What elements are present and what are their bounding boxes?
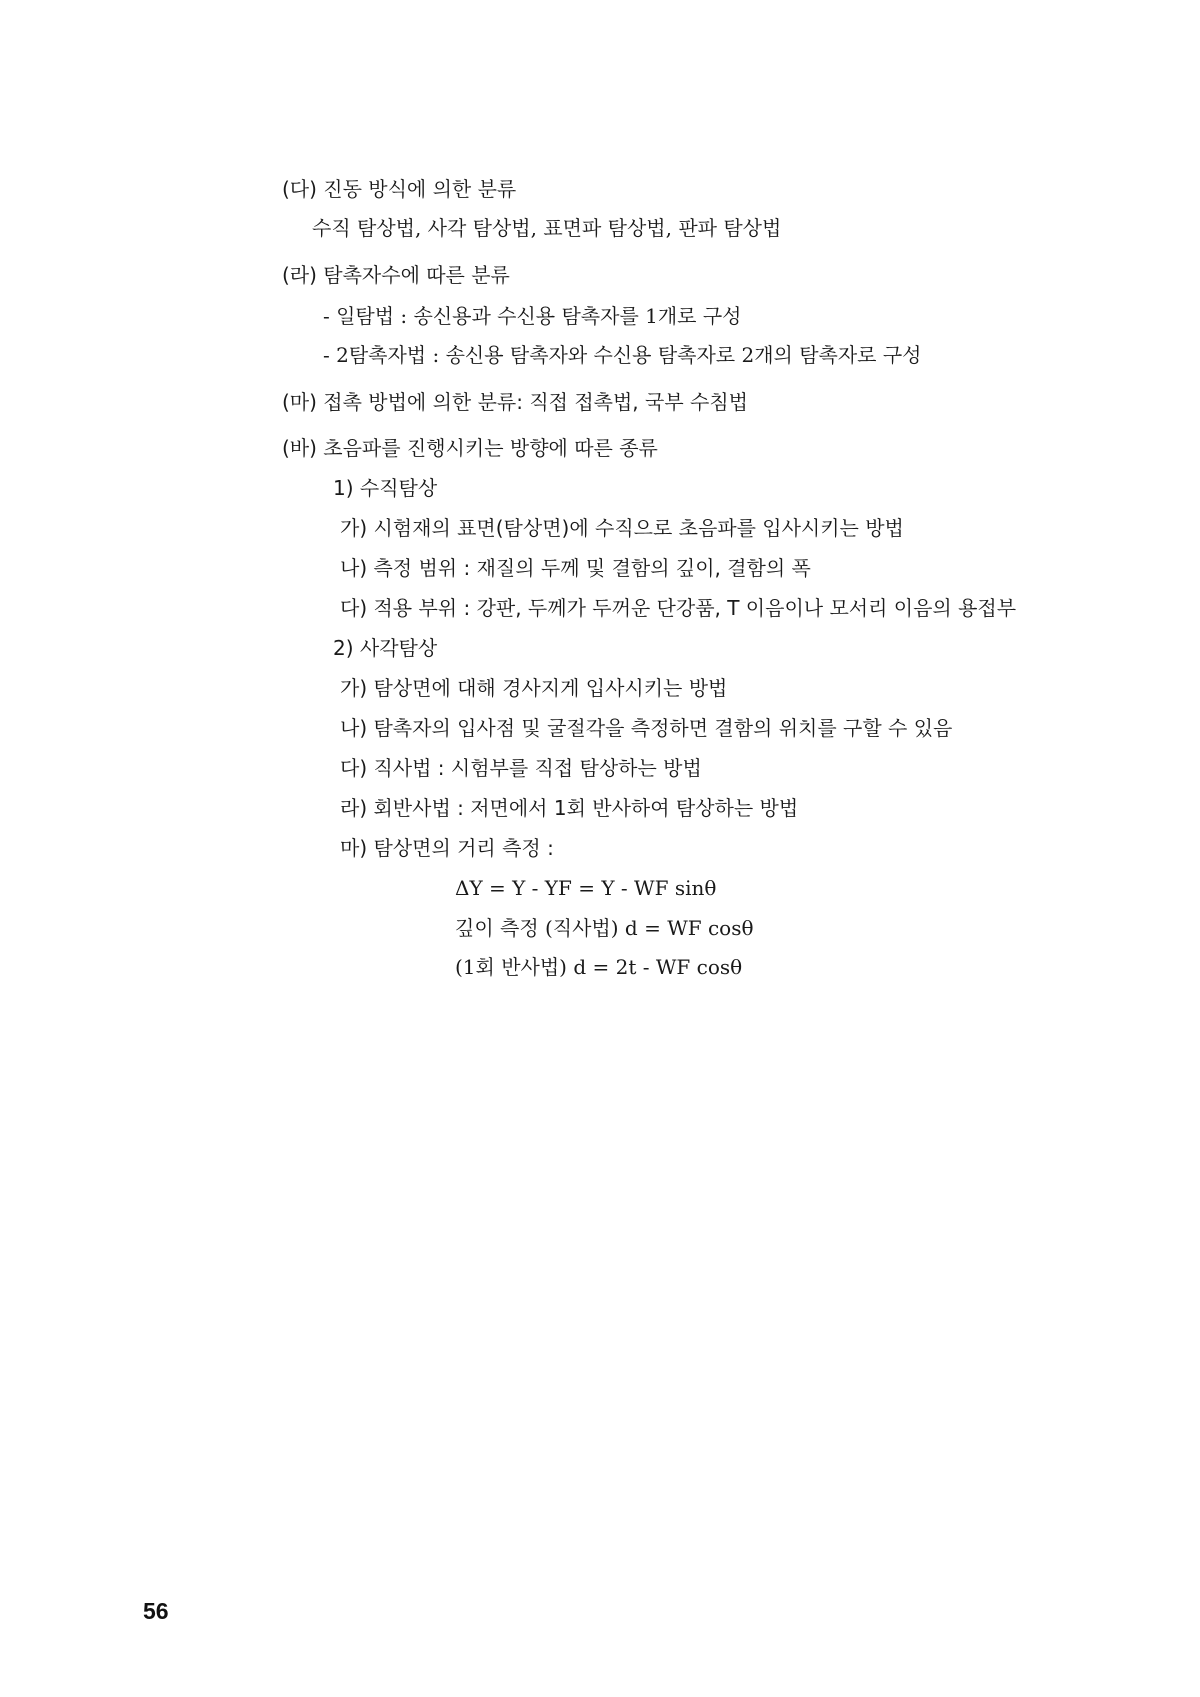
section-da-heading: (다) 진동 방식에 의한 분류 — [282, 177, 517, 201]
page-number: 56 — [143, 1598, 169, 1624]
section-ma-heading: (마) 접촉 방법에 의한 분류: 직접 접촉법, 국부 수침법 — [282, 390, 748, 414]
formula-depth-reflection: (1회 반사법) d = 2t - WF cosθ — [455, 955, 743, 979]
subsection-angle-heading: 2) 사각탐상 — [333, 636, 438, 660]
vertical-item-na: 나) 측정 범위 : 재질의 두께 및 결함의 깊이, 결함의 폭 — [340, 556, 811, 580]
angle-item-ga: 가) 탐상면에 대해 경사지게 입사시키는 방법 — [340, 676, 728, 700]
formula-delta-y: ΔY = Y - YF = Y - WF sinθ — [455, 876, 717, 900]
formula-depth-direct: 깊이 측정 (직사법) d = WF cosθ — [455, 916, 754, 940]
vertical-item-da: 다) 적용 부위 : 강판, 두께가 두꺼운 단강품, T 이음이나 모서리 이음의 용접부 — [340, 596, 1017, 620]
section-ra-heading: (라) 탐촉자수에 따른 분류 — [282, 263, 510, 287]
section-ra-item-2: - 2탐촉자법 : 송신용 탐촉자와 수신용 탐촉자로 2개의 탐촉자로 구성 — [323, 343, 922, 367]
angle-item-ra: 라) 회반사법 : 저면에서 1회 반사하여 탐상하는 방법 — [340, 796, 799, 820]
section-da-content: 수직 탐상법, 사각 탐상법, 표면파 탐상법, 판파 탐상법 — [312, 216, 782, 240]
section-ra-item-1: - 일탐법 : 송신용과 수신용 탐촉자를 1개로 구성 — [323, 304, 742, 328]
angle-item-da: 다) 직사법 : 시험부를 직접 탐상하는 방법 — [340, 756, 702, 780]
vertical-item-ga: 가) 시험재의 표면(탐상면)에 수직으로 초음파를 입사시키는 방법 — [340, 516, 904, 540]
angle-item-ma: 마) 탐상면의 거리 측정 : — [340, 836, 554, 860]
subsection-vertical-heading: 1) 수직탐상 — [333, 476, 438, 500]
section-ba-heading: (바) 초음파를 진행시키는 방향에 따른 종류 — [282, 436, 658, 460]
angle-item-na: 나) 탐촉자의 입사점 및 굴절각을 측정하면 결함의 위치를 구할 수 있음 — [340, 716, 953, 740]
